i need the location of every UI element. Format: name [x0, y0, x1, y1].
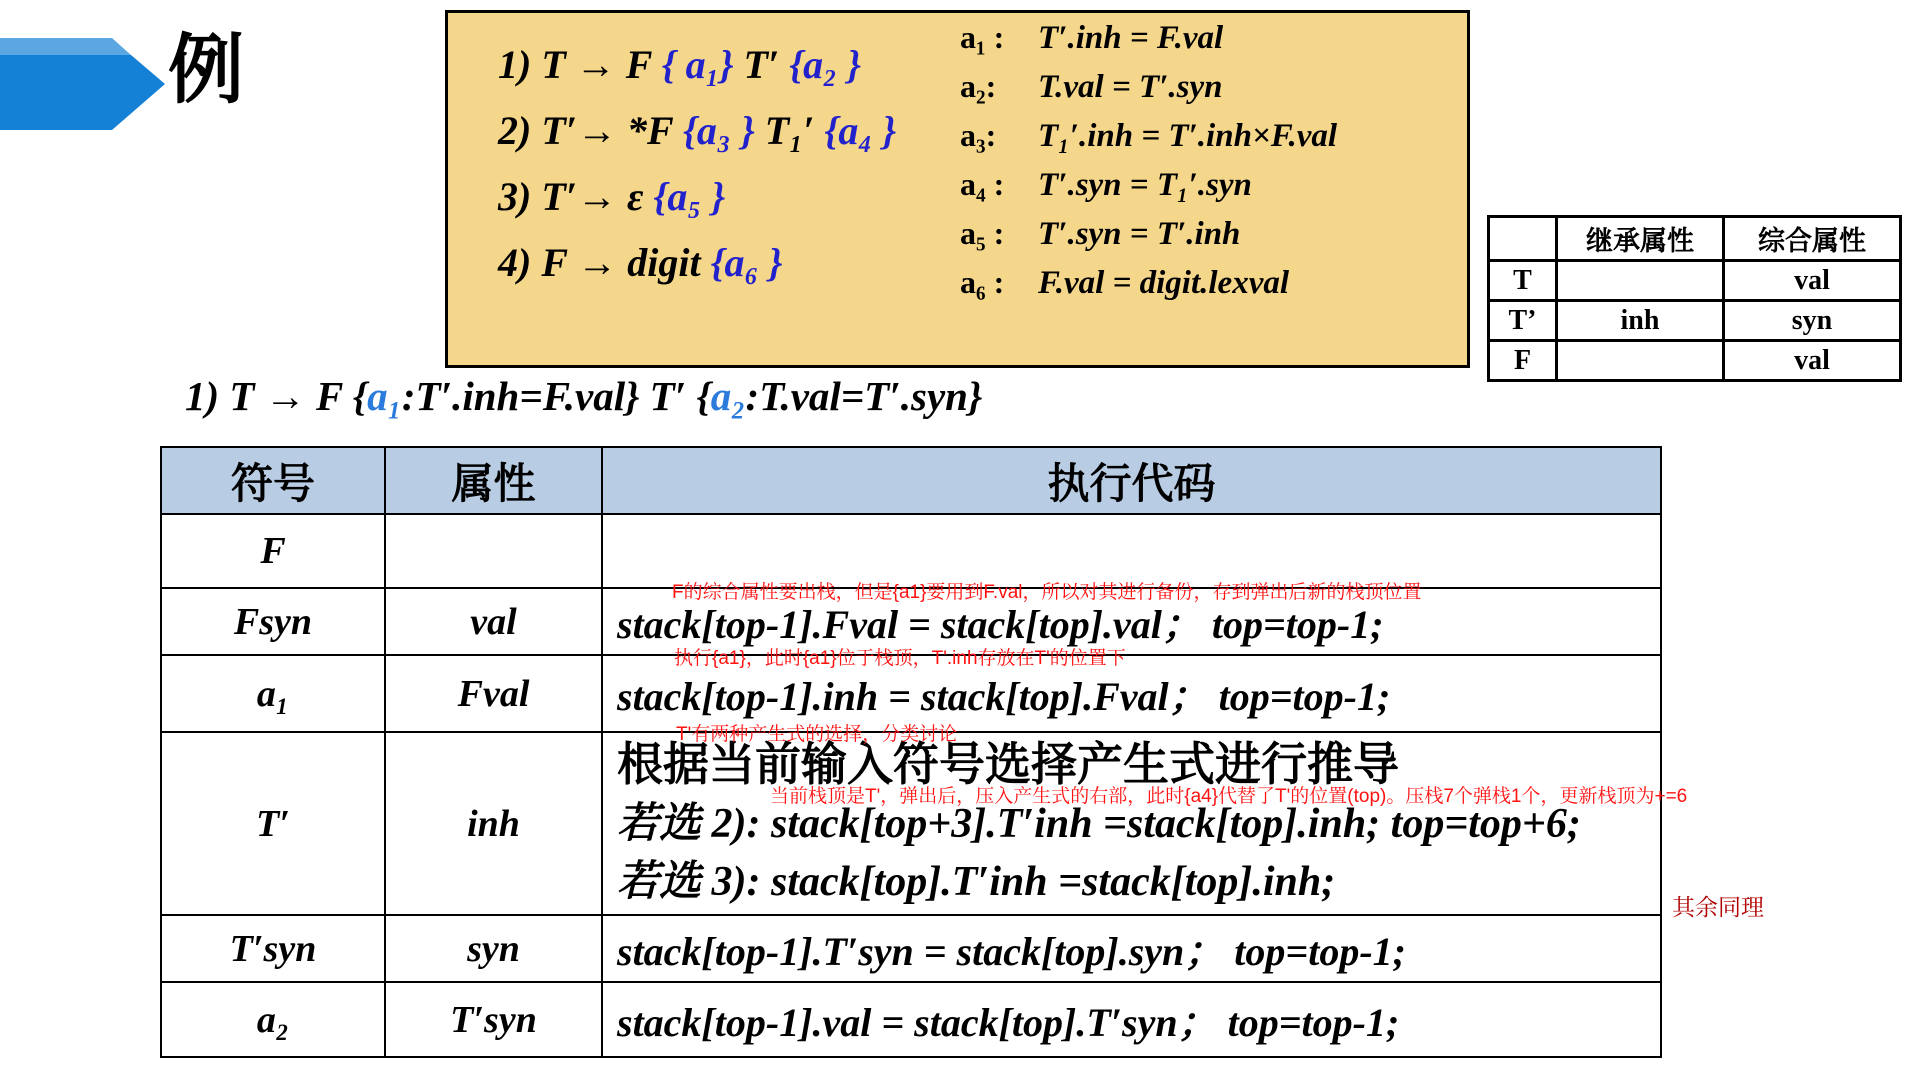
- annotation-rest-same: 其余同理: [1672, 894, 1764, 920]
- arrow-bullet-icon: [0, 38, 166, 130]
- production-2-head: 2) T′→ *F: [498, 108, 683, 153]
- table-row-Tprimesyn: [161, 915, 1661, 982]
- row-a1-attr: Fval: [385, 655, 602, 732]
- attr-T-inherited: [1557, 261, 1724, 301]
- action-a2-rule: T.val = T′.syn: [1038, 69, 1223, 105]
- Tprime-code-line-2: 若选 2): stack[top+3].T′inh =stack[top].inh; top=top+6;: [617, 801, 1581, 847]
- row-Tprimesyn-code: stack[top-1].T′syn = stack[top].syn； top=top-1;: [602, 915, 1661, 982]
- attribute-kind-table: [1487, 215, 1902, 382]
- attr-Tprime-synthesized: syn: [1724, 301, 1901, 341]
- arrow-icon: [0, 38, 166, 130]
- table-row-F: [161, 514, 1661, 588]
- action-a1-rule: T′.inh = F.val: [1038, 20, 1224, 56]
- row-Fsyn-symbol: Fsyn: [161, 588, 385, 655]
- row-a2-attr: T′syn: [385, 982, 602, 1057]
- production-4: [498, 239, 782, 286]
- production-1-mid: T′: [743, 42, 790, 87]
- row-a1-code: stack[top-1].inh = stack[top].Fval； top=top-1;: [602, 655, 1661, 732]
- action-a4-rule: T′.syn = T₁′.syn: [1038, 167, 1252, 203]
- heading-part-3: :T.val=T′.syn}: [745, 373, 983, 419]
- grammar-box: [445, 10, 1470, 368]
- attr-row-Tprime: [1489, 301, 1901, 341]
- row-Tprime-symbol: T′: [161, 732, 385, 915]
- row-Fsyn-attr: val: [385, 588, 602, 655]
- row-a2-code: stack[top-1].val = stack[top].T′syn； top=top-1;: [602, 982, 1661, 1057]
- heading-a2: a₂: [710, 373, 746, 419]
- Tprime-code-line-3: 若选 3): stack[top].T′inh =stack[top].inh;: [617, 859, 1336, 905]
- row-Tprimesyn-symbol: T′syn: [161, 915, 385, 982]
- attr-T-symbol: T: [1489, 261, 1557, 301]
- action-rule-a2: [960, 68, 1337, 117]
- attr-row-F: [1489, 341, 1901, 381]
- attr-T-synthesized: val: [1724, 261, 1901, 301]
- action-rule-a4: [960, 166, 1337, 215]
- annotation-exec-a1: 执行{a1}，此时{a1}位于栈顶，T'.inh存放在T'的位置下: [674, 648, 1126, 669]
- row-F-code: [602, 514, 1661, 588]
- production-3-action-a5: {a₅ }: [653, 174, 726, 219]
- production-2-action-a3: {a₃ }: [682, 108, 765, 153]
- attr-F-inherited: [1557, 341, 1724, 381]
- page-title: 例: [168, 28, 244, 113]
- action-a2-label: a₂:: [960, 68, 997, 104]
- arrow-light-shape: [0, 38, 131, 55]
- action-a5-label: a₅ :: [960, 215, 1005, 251]
- header-exec-code: 执行代码: [602, 447, 1661, 514]
- production-1-action-a1: { a₁}: [661, 42, 744, 87]
- header-attribute: 属性: [385, 447, 602, 514]
- attr-row-T: [1489, 261, 1901, 301]
- attr-header-inherited: 继承属性: [1557, 217, 1724, 261]
- action-rule-a5: [960, 215, 1337, 264]
- attr-Tprime-inherited: inh: [1557, 301, 1724, 341]
- table-row-a2: [161, 982, 1661, 1057]
- production-4-action-a6: {a₆ }: [710, 240, 783, 285]
- action-a4-label: a₄ :: [960, 166, 1005, 202]
- production-4-head: 4) F → digit: [498, 240, 711, 285]
- header-symbol: 符号: [161, 447, 385, 514]
- attr-F-symbol: F: [1489, 341, 1557, 381]
- row-Tprime-attr: inh: [385, 732, 602, 915]
- production-2-action-a4: {a₄ }: [824, 108, 897, 153]
- heading-part-2: :T′.inh=F.val} T′ {: [401, 373, 711, 419]
- attr-F-synthesized: val: [1724, 341, 1901, 381]
- execution-table-header-row: [161, 447, 1661, 514]
- production-3: [498, 173, 725, 220]
- table-row-Tprime: [161, 732, 1661, 915]
- action-a5-rule: T′.syn = T′.inh: [1038, 216, 1241, 252]
- action-rule-a6: [960, 264, 1337, 313]
- production-1: [498, 41, 861, 88]
- row-Tprime-code: [602, 732, 1661, 915]
- heading-a1: a₁: [367, 373, 402, 419]
- production-1-action-a2: {a₂ }: [789, 42, 861, 87]
- action-a1-label: a₁ :: [960, 19, 1005, 55]
- semantic-actions-list: [960, 19, 1337, 313]
- action-rule-a3: [960, 117, 1337, 166]
- execution-table: [160, 446, 1662, 1058]
- action-a6-rule: F.val = digit.lexval: [1038, 265, 1290, 301]
- annotation-F-backup: F的综合属性要出栈，但是{a1}要用到F.val，所以对其进行备份，存到弹出后新的栈顶位置: [672, 582, 1422, 603]
- attr-Tprime-symbol: T’: [1489, 301, 1557, 341]
- row-Tprimesyn-attr: syn: [385, 915, 602, 982]
- production-2: [498, 107, 896, 154]
- Tprime-code-line-1: 根据当前输入符号选择产生式进行推导: [617, 739, 1399, 790]
- arrow-dark-shape: [0, 55, 165, 130]
- row-F-symbol: F: [161, 514, 385, 588]
- attr-header-blank: [1489, 217, 1557, 261]
- row-F-attr: [385, 514, 602, 588]
- attr-table-header-row: [1489, 217, 1901, 261]
- row-a1-symbol: a₁: [161, 655, 385, 732]
- production-heading: [185, 372, 982, 420]
- action-rule-a1: [960, 19, 1337, 68]
- production-3-head: 3) T′→ ε: [498, 174, 654, 219]
- production-1-head: 1) T → F: [498, 42, 662, 87]
- action-a3-rule: T₁′.inh = T′.inh×F.val: [1038, 118, 1338, 154]
- annotation-Tprime-choice: T'有两种产生式的选择，分类讨论: [676, 724, 958, 745]
- production-2-mid: T₁′: [764, 108, 825, 153]
- attr-header-synthesized: 综合属性: [1724, 217, 1901, 261]
- row-a2-symbol: a₂: [161, 982, 385, 1057]
- action-a6-label: a₆ :: [960, 264, 1005, 300]
- action-a3-label: a₃:: [960, 117, 997, 153]
- heading-part-1: 1) T → F {: [185, 373, 368, 419]
- annotation-stack-update: 当前栈顶是T'，弹出后，压入产生式的右部，此时{a4}代替了T'的位置(top)。压栈7个弹栈1个，更新栈顶为+=6: [770, 786, 1688, 807]
- row-Fsyn-code: stack[top-1].Fval = stack[top].val； top=top-1;: [602, 588, 1661, 655]
